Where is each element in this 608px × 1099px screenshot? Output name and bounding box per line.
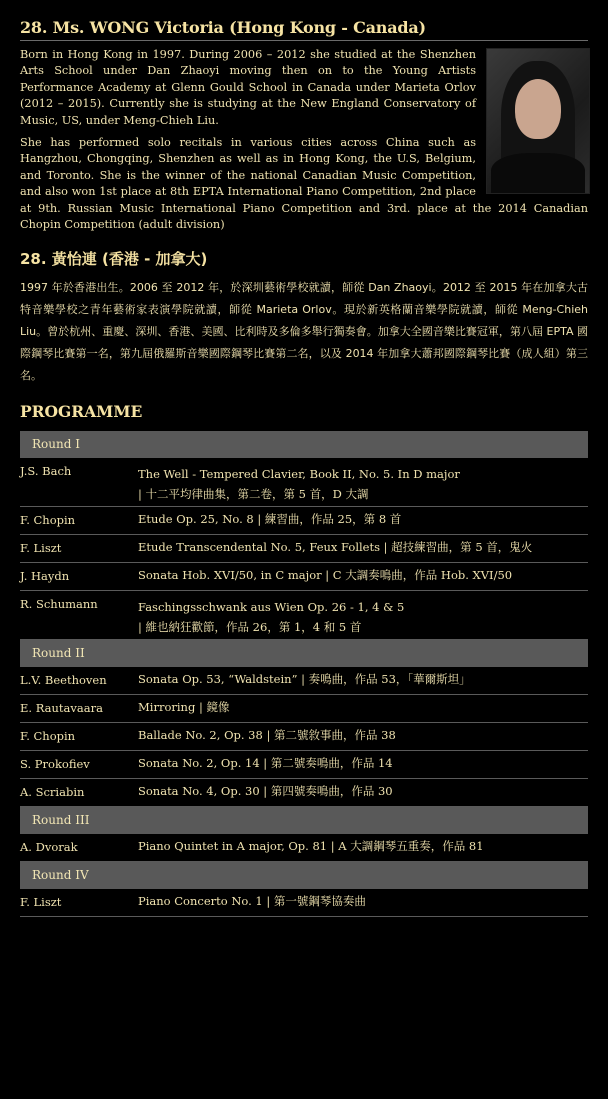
composer: F. Chopin [20,729,76,743]
composer: F. Liszt [20,895,62,909]
composer: E. Rautavaara [20,701,103,715]
work: Etude Transcendental No. 5, Feux Follets | 超技練習曲，第 5 首，鬼火 [138,540,533,554]
round-header: Round III [20,807,588,834]
composer: L.V. Beethoven [20,673,107,687]
programme-row [20,535,588,563]
composer: S. Prokofiev [20,757,90,771]
composer: F. Chopin [20,513,76,527]
programme-row [20,563,588,591]
composer: A. Dvorak [20,840,78,854]
performer-name-zh: 28. 黃怡連 (香港 - 加拿大) [20,250,208,268]
composer: R. Schumann [20,597,98,611]
programme-row [20,723,588,751]
work: Etude Op. 25, No. 8 | 練習曲，作品 25，第 8 首 [138,512,402,526]
round-header: Round II [20,640,588,667]
bio-en-paragraph-2: She has performed solo recitals in various cities across China such as Hangzhou, Chongqing, Shenzhen as well as in Hong Kong, the U.S, Belgium, and Toronto. She is the winner of the national Canadian Music Competition, and also won 1st place at 8th EPTA International Piano Competition, 2nd place at 9th. Russian Music International Piano Competition and 3rd. place at the 2014 Canadian Chopin Competition (adult division) [20,136,588,232]
programme-row [20,889,588,917]
composer: F. Liszt [20,541,62,555]
work: The Well - Tempered Clavier, Book II, No. 5. In D major | 十二平均律曲集，第二卷，第 5 首，D 大調 [138,467,460,501]
performer-photo [486,48,590,194]
work: Piano Concerto No. 1 | 第一號鋼琴協奏曲 [138,894,366,908]
programme-row [20,779,588,807]
programme-row [20,667,588,695]
work: Sonata Hob. XVI/50, in C major | C 大調奏鳴曲，作品 Hob. XVI/50 [138,568,513,582]
programme-row [20,591,588,640]
work: Mirroring | 鏡像 [138,700,230,714]
work: Sonata No. 2, Op. 14 | 第二號奏鳴曲，作品 14 [138,756,393,770]
performer-name-en: 28. Ms. WONG Victoria (Hong Kong - Canada) [20,18,426,37]
programme-row [20,751,588,779]
title-divider [20,40,588,41]
composer: A. Scriabin [20,785,85,799]
work: Sonata No. 4, Op. 30 | 第四號奏鳴曲，作品 30 [138,784,393,798]
bio-zh: 1997 年於香港出生。2006 至 2012 年，於深圳藝術學校就讀，師從 Dan Zhaoyi。2012 至 2015 年在加拿大古特音樂學校之青年藝術家表演學院就讀，師從 Marieta Orlov。現於新英格蘭音樂學院就讀，師從 Meng-Chieh Liu。曾於杭州、重慶、深圳、香港、美國、比利時及多倫多舉行獨奏會。加拿大全國音樂比賽冠軍，第八屆 EPTA 國際鋼琴比賽第一名，第九屆俄羅斯音樂國際鋼琴比賽第二名，以及 2014 年加拿大蕭邦國際鋼琴比賽（成人組）第三名。 [20,281,588,382]
programme-row [20,458,588,507]
round-header: Round IV [20,862,588,889]
composer: J.S. Bach [20,464,72,478]
work: Piano Quintet in A major, Op. 81 | A 大調鋼琴五重奏，作品 81 [138,839,484,853]
work: Ballade No. 2, Op. 38 | 第二號敘事曲，作品 38 [138,728,396,742]
programme-row [20,507,588,535]
programme-row [20,695,588,723]
bio-en-paragraph-1: Born in Hong Kong in 1997. During 2006 – 2012 she studied at the Shenzhen Arts School under Dan Zhaoyi moving then on to the Young Artists Performance Academy at Glenn Gould School in Canada under Marieta Orlov (2012 – 2015). Currently she is studying at the New England Conservatory of Music, US, under Meng-Chieh Liu. [20,48,476,127]
work: Sonata Op. 53, “Waldstein” | 奏鳴曲，作品 53，「華爾斯坦」 [138,672,471,686]
round-header: Round I [20,431,588,458]
programme-row [20,834,588,862]
programme-title: PROGRAMME [20,402,143,421]
composer: J. Haydn [20,569,70,583]
work: Faschingsschwank aus Wien Op. 26 - 1, 4 & 5 | 維也納狂歡節，作品 26，第 1，4 和 5 首 [138,600,405,634]
programme-table [20,431,588,917]
